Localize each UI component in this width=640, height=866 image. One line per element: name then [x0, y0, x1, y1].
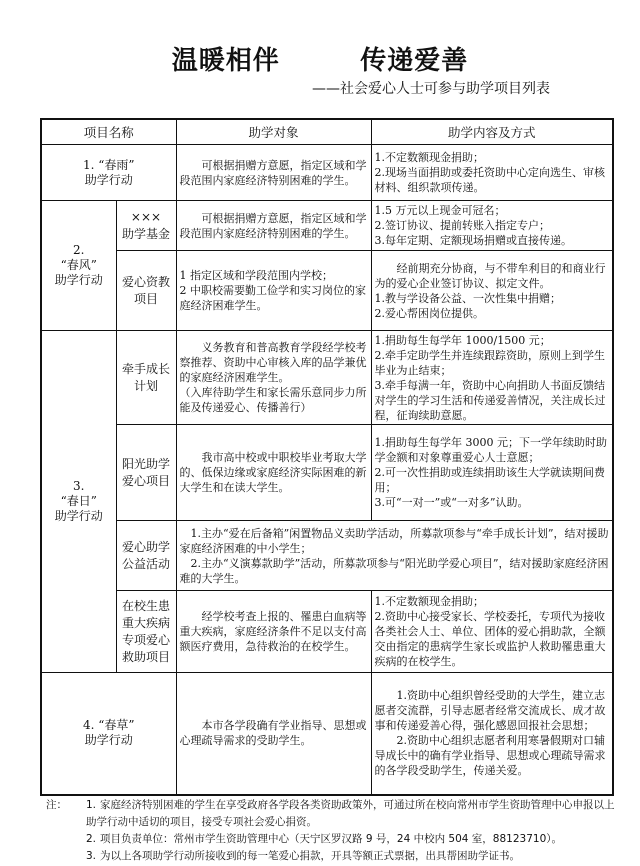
table-row: [41, 673, 613, 795]
note-item: 3. 为以上各项助学行动所接收到的每一笔爱心捐款，开具等额正式票据，出具帮困助学证书。: [86, 850, 521, 862]
note-item: 2. 项目负责单位：常州市学生资助管理中心（天宁区罗汉路 9 号，24 中校内 504 室，88123710）。: [86, 833, 562, 845]
table-row: [41, 425, 613, 521]
notes-section: [46, 797, 616, 865]
sub-project-name: 爱心助学 公益活动: [116, 521, 176, 591]
project-target: 我市高中校或中职校毕业考取大学的、低保边缘或家庭经济实际困难的新大学生和在读大学生。: [176, 425, 371, 521]
header-target: 助学对象: [176, 119, 371, 145]
header-name: 项目名称: [41, 119, 176, 145]
project-name: 1. “春雨” 助学行动: [41, 145, 176, 201]
table-row: [41, 251, 613, 331]
project-target: 1 指定区域和学段范围内学校； 2 中职校需要勤工俭学和实习岗位的家庭经济困难学生。: [176, 251, 371, 331]
sub-project-name: 爱心资教 项目: [116, 251, 176, 331]
project-content: 经前期充分协商，与不带牟利目的和商业行为的爱心企业签订协议、拟定文件。 1.教与学设备公益、一次性集中捐赠； 2.爱心帮困岗位提供。: [371, 251, 613, 331]
notes-label: 注：: [46, 799, 67, 811]
project-content: 1.捐助每生每学年 1000/1500 元； 2.牵手定助学生并连续跟踪资助，原则上到学生毕业为止结束； 3.牵手每满一年，资助中心向捐助人书面反馈结对学生的学习生活和传递爱善情况，关注成长过程，征询续助意愿。: [371, 331, 613, 425]
table-row: [41, 145, 613, 201]
table-row: [41, 331, 613, 425]
project-target: 可根据捐赠方意愿，指定区域和学段范围内家庭经济特别困难的学生。: [176, 145, 371, 201]
project-target: 本市各学段确有学业指导、思想或心理疏导需求的受助学生。: [176, 673, 371, 795]
table-row: [41, 591, 613, 673]
sub-project-name: 牵手成长 计划: [116, 331, 176, 425]
project-content: 1.主办“爱在后备箱”闲置物品义卖助学活动，所募款项参与“牵手成长计划”，结对援助家庭经济困难的中小学生； 2.主办“义演募款助学”活动，所募款项参与“阳光助学爱心项目”，结对援助家庭经济困难的大学生。: [176, 521, 613, 591]
project-target: 经学校考查上报的、罹患白血病等重大疾病，家庭经济条件不足以支付高额医疗费用，急待救治的在校学生。: [176, 591, 371, 673]
project-target: 义务教育和普高教育学段经学校考察推荐、资助中心审核入库的品学兼优的家庭经济困难学生。 （入库待助学生和家长需乐意同步力所能及传递爱心、传播善行）: [176, 331, 371, 425]
sub-project-name: ××× 助学基金: [116, 201, 176, 251]
page-subtitle: ——社会爱心人士可参与助学项目列表: [312, 81, 550, 97]
sub-project-name: 在校生患 重大疾病 专项爱心 救助项目: [116, 591, 176, 673]
sub-project-name: 阳光助学 爱心项目: [116, 425, 176, 521]
note-item: 注： 1. 家庭经济特别困难的学生在享受政府各学段各类资助政策外，可通过所在校向常州市学生资助管理中心申报以上助学行动中适切的项目，接受专项社会爱心捐资。: [46, 799, 615, 828]
project-name: 4. “春草” 助学行动: [41, 673, 176, 795]
project-content: 1.5 万元以上现金可冠名； 2.签订协议、提前转账入指定专户； 3.每年定期、定额现场捐赠或直接传递。: [371, 201, 613, 251]
project-content: 1.不定数额现金捐助； 2.现场当面捐助或委托资助中心定向选生、审核材料、组织款项传递。: [371, 145, 613, 201]
project-name: 3. “春日” 助学行动: [41, 331, 116, 673]
page-title: 温暖相伴 传递爱善: [171, 46, 469, 76]
project-name: 2. “春风” 助学行动: [41, 201, 116, 331]
project-content: 1.捐助每生每学年 3000 元；下一学年续助时助学金额和对象尊重爱心人士意愿； 2.可一次性捐助或连续捐助该生大学就读期间费用； 3.可“一对一”或“一对多”认助。: [371, 425, 613, 521]
table-header-row: [41, 119, 613, 145]
project-target: 可根据捐赠方意愿，指定区域和学段范围内家庭经济特别困难的学生。: [176, 201, 371, 251]
project-table: [40, 118, 614, 796]
project-content: 1.不定数额现金捐助； 2.资助中心接受家长、学校委托，专项代为接收各类社会人士、单位、团体的爱心捐助款，全额交由指定的患病学生家长或监护人救助罹患重大疾病的在校学生。: [371, 591, 613, 673]
table-row: [41, 201, 613, 251]
header-content: 助学内容及方式: [371, 119, 613, 145]
table-row: [41, 521, 613, 591]
project-content: 1.资助中心组织曾经受助的大学生，建立志愿者交流群，引导志愿者经常交流成长、成才故事和传递爱善心得，强化感恩回报社会思想； 2.资助中心组织志愿者利用寒暑假期对口辅导成长中的确有学业指导、思想或心理疏导需求的各学段受助学生，传递关爱。: [371, 673, 613, 795]
